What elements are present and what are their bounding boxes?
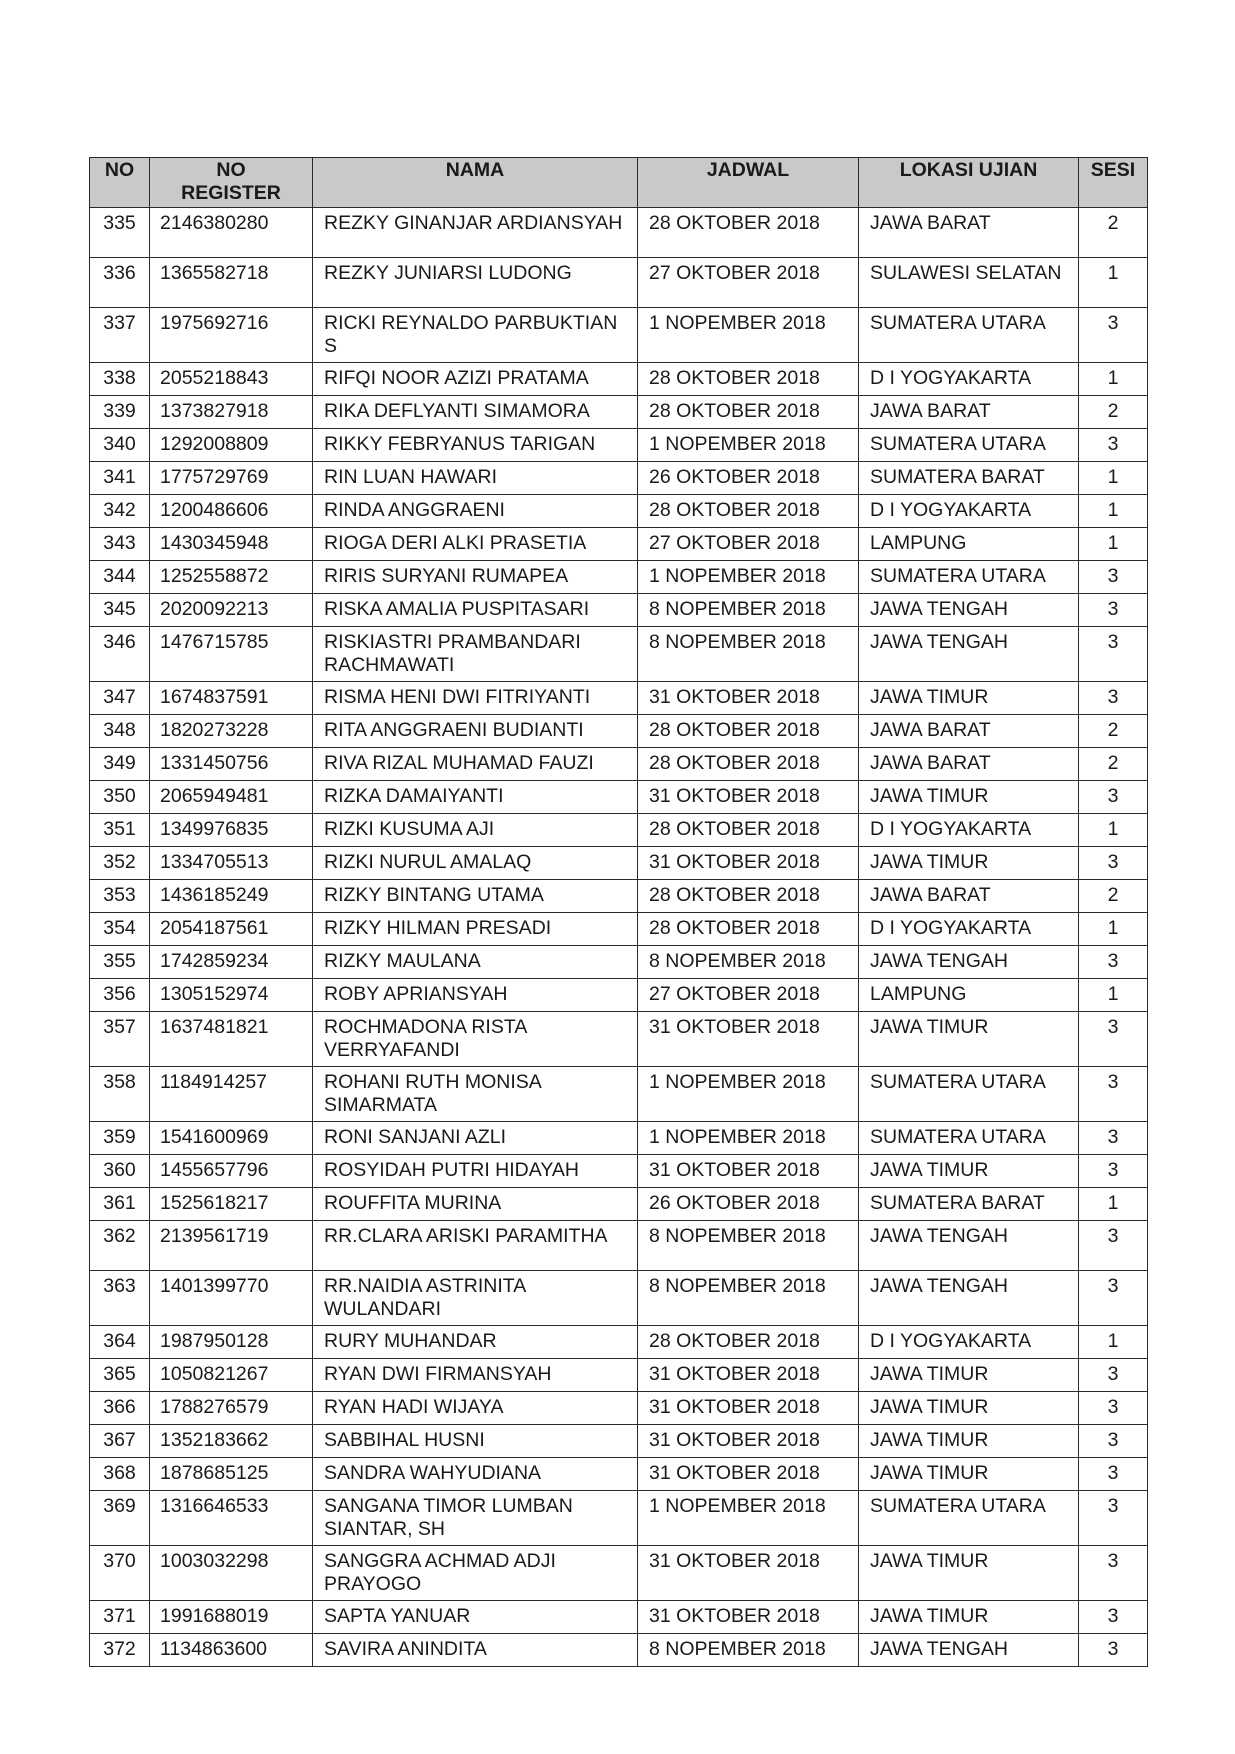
cell-no: 349 [90, 748, 150, 781]
cell-no: 347 [90, 682, 150, 715]
cell-register: 1820273228 [150, 715, 313, 748]
cell-no: 348 [90, 715, 150, 748]
cell-jadwal: 1 NOPEMBER 2018 [638, 1122, 859, 1155]
cell-jadwal: 8 NOPEMBER 2018 [638, 1221, 859, 1271]
table-row [90, 363, 1148, 396]
cell-no: 362 [90, 1221, 150, 1271]
cell-register: 1991688019 [150, 1601, 313, 1634]
table-row [90, 627, 1148, 682]
cell-jadwal: 31 OKTOBER 2018 [638, 1155, 859, 1188]
table-row [90, 258, 1148, 308]
cell-nama: SABBIHAL HUSNI [313, 1425, 638, 1458]
header-register-line1: NO [216, 159, 246, 181]
cell-nama: RIFQI NOOR AZIZI PRATAMA [313, 363, 638, 396]
cell-lokasi: LAMPUNG [859, 528, 1079, 561]
cell-register: 1674837591 [150, 682, 313, 715]
cell-register: 1788276579 [150, 1392, 313, 1425]
cell-register: 1775729769 [150, 462, 313, 495]
cell-lokasi: SUMATERA UTARA [859, 429, 1079, 462]
cell-sesi: 1 [1079, 1188, 1148, 1221]
cell-jadwal: 1 NOPEMBER 2018 [638, 1491, 859, 1546]
cell-lokasi: JAWA TENGAH [859, 1271, 1079, 1326]
cell-register: 1476715785 [150, 627, 313, 682]
cell-sesi: 1 [1079, 979, 1148, 1012]
cell-nama: RR.CLARA ARISKI PARAMITHA [313, 1221, 638, 1271]
cell-nama: RIZKI KUSUMA AJI [313, 814, 638, 847]
cell-register: 1334705513 [150, 847, 313, 880]
header-jadwal: JADWAL [638, 158, 859, 208]
cell-jadwal: 31 OKTOBER 2018 [638, 1359, 859, 1392]
cell-nama: RIOGA DERI ALKI PRASETIA [313, 528, 638, 561]
cell-sesi: 3 [1079, 847, 1148, 880]
cell-nama: RIVA RIZAL MUHAMAD FAUZI [313, 748, 638, 781]
cell-jadwal: 8 NOPEMBER 2018 [638, 1271, 859, 1326]
cell-lokasi: D I YOGYAKARTA [859, 814, 1079, 847]
cell-lokasi: JAWA TIMUR [859, 1425, 1079, 1458]
cell-nama: RONI SANJANI AZLI [313, 1122, 638, 1155]
cell-lokasi: D I YOGYAKARTA [859, 913, 1079, 946]
cell-jadwal: 31 OKTOBER 2018 [638, 1012, 859, 1067]
cell-jadwal: 28 OKTOBER 2018 [638, 208, 859, 258]
cell-nama: SAPTA YANUAR [313, 1601, 638, 1634]
cell-no: 370 [90, 1546, 150, 1601]
cell-no: 368 [90, 1458, 150, 1491]
table-row [90, 429, 1148, 462]
cell-nama: RIKA DEFLYANTI SIMAMORA [313, 396, 638, 429]
cell-lokasi: JAWA TIMUR [859, 1359, 1079, 1392]
cell-nama: ROBY APRIANSYAH [313, 979, 638, 1012]
table-row [90, 462, 1148, 495]
cell-jadwal: 26 OKTOBER 2018 [638, 462, 859, 495]
cell-jadwal: 31 OKTOBER 2018 [638, 682, 859, 715]
table-row [90, 1392, 1148, 1425]
cell-sesi: 3 [1079, 1359, 1148, 1392]
cell-lokasi: JAWA TENGAH [859, 627, 1079, 682]
cell-register: 1525618217 [150, 1188, 313, 1221]
cell-jadwal: 31 OKTOBER 2018 [638, 1392, 859, 1425]
table-header-row [90, 158, 1148, 208]
cell-nama: REZKY GINANJAR ARDIANSYAH [313, 208, 638, 258]
cell-register: 1292008809 [150, 429, 313, 462]
cell-lokasi: JAWA TIMUR [859, 1012, 1079, 1067]
cell-nama: RIN LUAN HAWARI [313, 462, 638, 495]
table-row [90, 1012, 1148, 1067]
cell-nama: ROUFFITA MURINA [313, 1188, 638, 1221]
cell-no: 337 [90, 308, 150, 363]
cell-sesi: 3 [1079, 1458, 1148, 1491]
cell-sesi: 1 [1079, 363, 1148, 396]
cell-nama: RISKIASTRI PRAMBANDARI RACHMAWATI [313, 627, 638, 682]
cell-no: 371 [90, 1601, 150, 1634]
cell-lokasi: JAWA TENGAH [859, 946, 1079, 979]
cell-lokasi: JAWA TIMUR [859, 1458, 1079, 1491]
cell-jadwal: 27 OKTOBER 2018 [638, 979, 859, 1012]
cell-nama: RIRIS SURYANI RUMAPEA [313, 561, 638, 594]
cell-register: 2146380280 [150, 208, 313, 258]
cell-jadwal: 28 OKTOBER 2018 [638, 363, 859, 396]
cell-jadwal: 28 OKTOBER 2018 [638, 1326, 859, 1359]
table-row [90, 979, 1148, 1012]
cell-jadwal: 31 OKTOBER 2018 [638, 1458, 859, 1491]
table-row [90, 913, 1148, 946]
cell-register: 1637481821 [150, 1012, 313, 1067]
cell-nama: RYAN DWI FIRMANSYAH [313, 1359, 638, 1392]
cell-lokasi: JAWA BARAT [859, 208, 1079, 258]
cell-jadwal: 8 NOPEMBER 2018 [638, 1634, 859, 1667]
cell-jadwal: 27 OKTOBER 2018 [638, 528, 859, 561]
header-register [150, 158, 313, 208]
cell-jadwal: 1 NOPEMBER 2018 [638, 308, 859, 363]
cell-lokasi: JAWA BARAT [859, 715, 1079, 748]
cell-no: 361 [90, 1188, 150, 1221]
cell-no: 365 [90, 1359, 150, 1392]
cell-sesi: 3 [1079, 627, 1148, 682]
cell-sesi: 3 [1079, 594, 1148, 627]
cell-nama: RINDA ANGGRAENI [313, 495, 638, 528]
cell-sesi: 1 [1079, 1326, 1148, 1359]
cell-no: 341 [90, 462, 150, 495]
cell-nama: RISKA AMALIA PUSPITASARI [313, 594, 638, 627]
cell-nama: RIKKY FEBRYANUS TARIGAN [313, 429, 638, 462]
table-row [90, 1425, 1148, 1458]
cell-lokasi: JAWA TIMUR [859, 1601, 1079, 1634]
table-row [90, 561, 1148, 594]
cell-no: 340 [90, 429, 150, 462]
cell-register: 2139561719 [150, 1221, 313, 1271]
cell-register: 1252558872 [150, 561, 313, 594]
cell-sesi: 3 [1079, 1601, 1148, 1634]
cell-nama: ROHANI RUTH MONISA SIMARMATA [313, 1067, 638, 1122]
cell-sesi: 1 [1079, 258, 1148, 308]
cell-lokasi: SUMATERA UTARA [859, 561, 1079, 594]
cell-no: 359 [90, 1122, 150, 1155]
cell-nama: RITA ANGGRAENI BUDIANTI [313, 715, 638, 748]
cell-jadwal: 31 OKTOBER 2018 [638, 1601, 859, 1634]
cell-jadwal: 31 OKTOBER 2018 [638, 1425, 859, 1458]
cell-nama: SANGANA TIMOR LUMBAN SIANTAR, SH [313, 1491, 638, 1546]
cell-no: 344 [90, 561, 150, 594]
cell-jadwal: 1 NOPEMBER 2018 [638, 561, 859, 594]
cell-jadwal: 8 NOPEMBER 2018 [638, 594, 859, 627]
cell-lokasi: D I YOGYAKARTA [859, 495, 1079, 528]
cell-sesi: 3 [1079, 946, 1148, 979]
cell-nama: REZKY JUNIARSI LUDONG [313, 258, 638, 308]
table-row [90, 1155, 1148, 1188]
cell-nama: RISMA HENI DWI FITRIYANTI [313, 682, 638, 715]
cell-jadwal: 28 OKTOBER 2018 [638, 913, 859, 946]
cell-sesi: 1 [1079, 495, 1148, 528]
cell-register: 1878685125 [150, 1458, 313, 1491]
cell-nama: SANDRA WAHYUDIANA [313, 1458, 638, 1491]
cell-no: 346 [90, 627, 150, 682]
table-row [90, 748, 1148, 781]
cell-nama: SANGGRA ACHMAD ADJI PRAYOGO [313, 1546, 638, 1601]
cell-no: 363 [90, 1271, 150, 1326]
cell-lokasi: D I YOGYAKARTA [859, 1326, 1079, 1359]
cell-register: 1349976835 [150, 814, 313, 847]
cell-nama: RURY MUHANDAR [313, 1326, 638, 1359]
table-row [90, 847, 1148, 880]
cell-lokasi: SUMATERA UTARA [859, 1122, 1079, 1155]
cell-sesi: 3 [1079, 561, 1148, 594]
cell-register: 1200486606 [150, 495, 313, 528]
cell-lokasi: SUMATERA BARAT [859, 1188, 1079, 1221]
cell-nama: RYAN HADI WIJAYA [313, 1392, 638, 1425]
cell-sesi: 3 [1079, 429, 1148, 462]
header-lokasi: LOKASI UJIAN [859, 158, 1079, 208]
cell-nama: RR.NAIDIA ASTRINITA WULANDARI [313, 1271, 638, 1326]
cell-lokasi: JAWA TENGAH [859, 1634, 1079, 1667]
cell-sesi: 3 [1079, 1122, 1148, 1155]
table-row [90, 1067, 1148, 1122]
table-row [90, 208, 1148, 258]
table-row [90, 495, 1148, 528]
cell-nama: SAVIRA ANINDITA [313, 1634, 638, 1667]
cell-jadwal: 28 OKTOBER 2018 [638, 495, 859, 528]
cell-sesi: 2 [1079, 748, 1148, 781]
table-row [90, 1122, 1148, 1155]
table-row [90, 396, 1148, 429]
cell-lokasi: JAWA TENGAH [859, 594, 1079, 627]
table-row [90, 715, 1148, 748]
cell-jadwal: 31 OKTOBER 2018 [638, 847, 859, 880]
cell-no: 367 [90, 1425, 150, 1458]
table-row [90, 682, 1148, 715]
cell-jadwal: 28 OKTOBER 2018 [638, 715, 859, 748]
cell-sesi: 2 [1079, 396, 1148, 429]
table-row [90, 880, 1148, 913]
cell-no: 339 [90, 396, 150, 429]
cell-sesi: 3 [1079, 1392, 1148, 1425]
cell-lokasi: SUMATERA BARAT [859, 462, 1079, 495]
cell-register: 2065949481 [150, 781, 313, 814]
cell-nama: RIZKA DAMAIYANTI [313, 781, 638, 814]
cell-no: 350 [90, 781, 150, 814]
cell-jadwal: 31 OKTOBER 2018 [638, 781, 859, 814]
cell-register: 1331450756 [150, 748, 313, 781]
cell-no: 353 [90, 880, 150, 913]
table-row [90, 1188, 1148, 1221]
cell-jadwal: 8 NOPEMBER 2018 [638, 627, 859, 682]
table-row [90, 1359, 1148, 1392]
cell-no: 354 [90, 913, 150, 946]
cell-lokasi: JAWA BARAT [859, 748, 1079, 781]
cell-lokasi: JAWA BARAT [859, 880, 1079, 913]
cell-sesi: 3 [1079, 1221, 1148, 1271]
cell-register: 1003032298 [150, 1546, 313, 1601]
cell-register: 1742859234 [150, 946, 313, 979]
cell-no: 351 [90, 814, 150, 847]
cell-nama: RIZKI NURUL AMALAQ [313, 847, 638, 880]
cell-no: 352 [90, 847, 150, 880]
cell-jadwal: 28 OKTOBER 2018 [638, 814, 859, 847]
cell-sesi: 2 [1079, 880, 1148, 913]
cell-sesi: 3 [1079, 682, 1148, 715]
cell-lokasi: JAWA TIMUR [859, 682, 1079, 715]
cell-lokasi: JAWA TENGAH [859, 1221, 1079, 1271]
header-no: NO [90, 158, 150, 208]
cell-no: 342 [90, 495, 150, 528]
cell-sesi: 3 [1079, 781, 1148, 814]
cell-register: 1436185249 [150, 880, 313, 913]
cell-no: 360 [90, 1155, 150, 1188]
cell-jadwal: 27 OKTOBER 2018 [638, 258, 859, 308]
cell-lokasi: SUMATERA UTARA [859, 308, 1079, 363]
header-nama: NAMA [313, 158, 638, 208]
cell-lokasi: LAMPUNG [859, 979, 1079, 1012]
cell-sesi: 3 [1079, 1634, 1148, 1667]
cell-lokasi: SULAWESI SELATAN [859, 258, 1079, 308]
cell-lokasi: SUMATERA UTARA [859, 1491, 1079, 1546]
cell-jadwal: 1 NOPEMBER 2018 [638, 1067, 859, 1122]
cell-register: 1987950128 [150, 1326, 313, 1359]
cell-no: 364 [90, 1326, 150, 1359]
cell-no: 357 [90, 1012, 150, 1067]
cell-sesi: 1 [1079, 913, 1148, 946]
cell-register: 1352183662 [150, 1425, 313, 1458]
cell-register: 2020092213 [150, 594, 313, 627]
cell-sesi: 3 [1079, 308, 1148, 363]
table-row [90, 594, 1148, 627]
cell-nama: RIZKY MAULANA [313, 946, 638, 979]
table-row [90, 1326, 1148, 1359]
table-row [90, 528, 1148, 561]
cell-register: 2055218843 [150, 363, 313, 396]
cell-no: 355 [90, 946, 150, 979]
cell-register: 1541600969 [150, 1122, 313, 1155]
cell-lokasi: JAWA TIMUR [859, 1392, 1079, 1425]
cell-register: 1430345948 [150, 528, 313, 561]
cell-nama: RIZKY HILMAN PRESADI [313, 913, 638, 946]
cell-lokasi: JAWA BARAT [859, 396, 1079, 429]
cell-lokasi: JAWA TIMUR [859, 847, 1079, 880]
cell-sesi: 2 [1079, 208, 1148, 258]
cell-no: 369 [90, 1491, 150, 1546]
cell-nama: RICKI REYNALDO PARBUKTIAN S [313, 308, 638, 363]
cell-register: 1134863600 [150, 1634, 313, 1667]
cell-register: 1975692716 [150, 308, 313, 363]
cell-jadwal: 26 OKTOBER 2018 [638, 1188, 859, 1221]
cell-jadwal: 28 OKTOBER 2018 [638, 880, 859, 913]
cell-no: 343 [90, 528, 150, 561]
cell-lokasi: D I YOGYAKARTA [859, 363, 1079, 396]
cell-sesi: 3 [1079, 1271, 1148, 1326]
cell-sesi: 3 [1079, 1546, 1148, 1601]
cell-sesi: 1 [1079, 528, 1148, 561]
cell-register: 1316646533 [150, 1491, 313, 1546]
cell-jadwal: 31 OKTOBER 2018 [638, 1546, 859, 1601]
cell-register: 1401399770 [150, 1271, 313, 1326]
cell-register: 1365582718 [150, 258, 313, 308]
table-body [90, 208, 1148, 1667]
cell-sesi: 3 [1079, 1155, 1148, 1188]
cell-sesi: 3 [1079, 1491, 1148, 1546]
cell-no: 356 [90, 979, 150, 1012]
cell-jadwal: 28 OKTOBER 2018 [638, 396, 859, 429]
cell-register: 1305152974 [150, 979, 313, 1012]
cell-jadwal: 28 OKTOBER 2018 [638, 748, 859, 781]
table-row [90, 946, 1148, 979]
cell-nama: RIZKY BINTANG UTAMA [313, 880, 638, 913]
cell-register: 1373827918 [150, 396, 313, 429]
cell-register: 2054187561 [150, 913, 313, 946]
table-row [90, 814, 1148, 847]
cell-no: 336 [90, 258, 150, 308]
cell-sesi: 1 [1079, 462, 1148, 495]
cell-jadwal: 8 NOPEMBER 2018 [638, 946, 859, 979]
table-row [90, 1491, 1148, 1546]
cell-jadwal: 1 NOPEMBER 2018 [638, 429, 859, 462]
cell-no: 366 [90, 1392, 150, 1425]
table-row [90, 1271, 1148, 1326]
cell-sesi: 3 [1079, 1425, 1148, 1458]
cell-sesi: 3 [1079, 1012, 1148, 1067]
cell-no: 358 [90, 1067, 150, 1122]
cell-no: 372 [90, 1634, 150, 1667]
participant-table [89, 157, 1148, 1667]
cell-register: 1455657796 [150, 1155, 313, 1188]
cell-nama: ROSYIDAH PUTRI HIDAYAH [313, 1155, 638, 1188]
table-row [90, 1546, 1148, 1601]
cell-no: 335 [90, 208, 150, 258]
table-row [90, 1458, 1148, 1491]
cell-no: 345 [90, 594, 150, 627]
header-sesi: SESI [1079, 158, 1148, 208]
cell-register: 1050821267 [150, 1359, 313, 1392]
cell-register: 1184914257 [150, 1067, 313, 1122]
cell-nama: ROCHMADONA RISTA VERRYAFANDI [313, 1012, 638, 1067]
cell-sesi: 3 [1079, 1067, 1148, 1122]
cell-lokasi: SUMATERA UTARA [859, 1067, 1079, 1122]
table-row [90, 1601, 1148, 1634]
cell-lokasi: JAWA TIMUR [859, 1155, 1079, 1188]
cell-sesi: 2 [1079, 715, 1148, 748]
header-register-line2: REGISTER [181, 182, 281, 204]
table-row [90, 1221, 1148, 1271]
table-row [90, 781, 1148, 814]
table-row [90, 1634, 1148, 1667]
cell-no: 338 [90, 363, 150, 396]
cell-lokasi: JAWA TIMUR [859, 781, 1079, 814]
cell-lokasi: JAWA TIMUR [859, 1546, 1079, 1601]
table-row [90, 308, 1148, 363]
cell-sesi: 1 [1079, 814, 1148, 847]
